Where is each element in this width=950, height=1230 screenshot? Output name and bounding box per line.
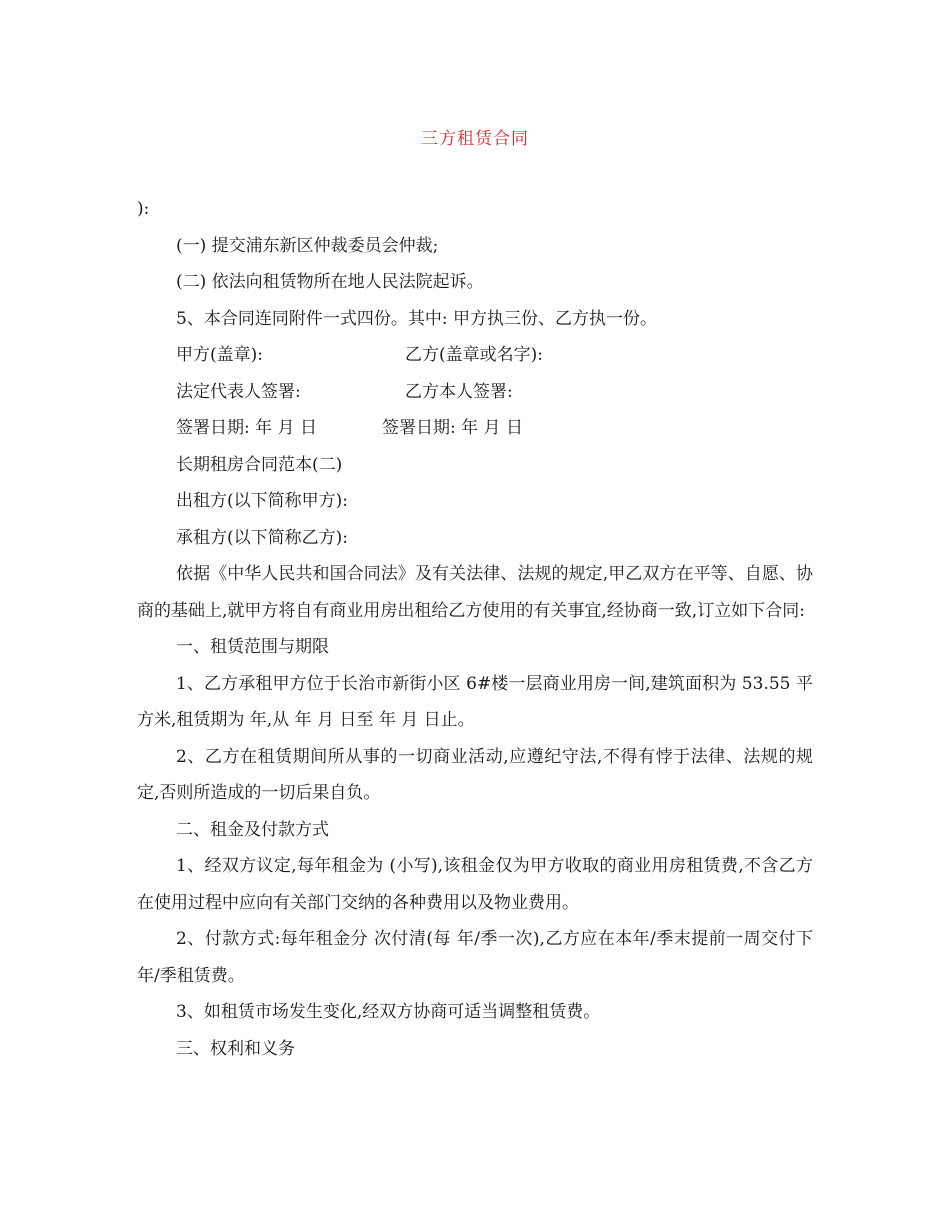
document-body [137,191,813,1067]
section-heading-template: 长期租房合同范本(二) [176,454,343,475]
signature-row-seal [137,337,813,374]
clause-payment-method: 2、付款方式:每年租金分 次付清(每 年/季一次),乙方应在本年/季末提前一周交付下年/季租赁费。 [137,929,813,986]
lessee-label: 承租方(以下简称乙方): [176,527,348,548]
party-b-sign-label: 乙方本人签署: [405,381,513,402]
section-heading-scope: 一、租赁范围与期限 [176,637,329,657]
party-a-seal-label: 甲方(盖章): [176,345,263,365]
clause-rent-adjustment: 3、如租赁市场发生变化,经双方协商可适当调整租赁费。 [176,1002,601,1022]
document-title: 三方租赁合同 [421,129,529,149]
section-heading-rights: 三、权利和义务 [176,1038,295,1059]
section-heading-rent: 二、租金及付款方式 [176,819,329,840]
party-a-representative-label: 法定代表人签署: [176,381,301,402]
option-court: (二) 依法向租赁物所在地人民法院起诉。 [176,272,484,292]
party-b-seal-label: 乙方(盖章或名字): [405,345,543,365]
clause-rent-amount: 1、经双方议定,每年租金为 (小写),该租金仅为甲方收取的商业用房租赁费,不含乙方在使用过程中应向有关部门交纳的各种费用以及物业费用。 [137,856,813,913]
option-arbitration: (一) 提交浦东新区仲裁委员会仲裁; [176,235,439,256]
paragraph-fragment: ): [137,199,150,219]
party-a-date-label: 签署日期: 年 月 日 [176,418,317,438]
preamble-paragraph: 依据《中华人民共和国合同法》及有关法律、法规的规定,甲乙双方在平等、自愿、协商的基础上,就甲方将自有商业用房出租给乙方使用的有关事宜,经协商一致,订立如下合同: [137,564,813,621]
clause-copies: 5、本合同连同附件一式四份。其中: 甲方执三份、乙方执一份。 [176,308,657,329]
clause-lawful-use: 2、乙方在租赁期间所从事的一切商业活动,应遵纪守法,不得有悖于法律、法规的规定,否则所造成的一切后果自负。 [137,746,813,803]
lessor-label: 出租方(以下简称甲方): [176,491,348,511]
signature-row-date [137,410,813,447]
party-b-date-label: 签署日期: 年 月 日 [382,418,523,438]
clause-premises: 1、乙方承租甲方位于长治市新街小区 6#楼一层商业用房一间,建筑面积为 53.55 平方米,租赁期为 年,从 年 月 日至 年 月 日止。 [137,673,813,730]
signature-row-sign [137,374,813,411]
